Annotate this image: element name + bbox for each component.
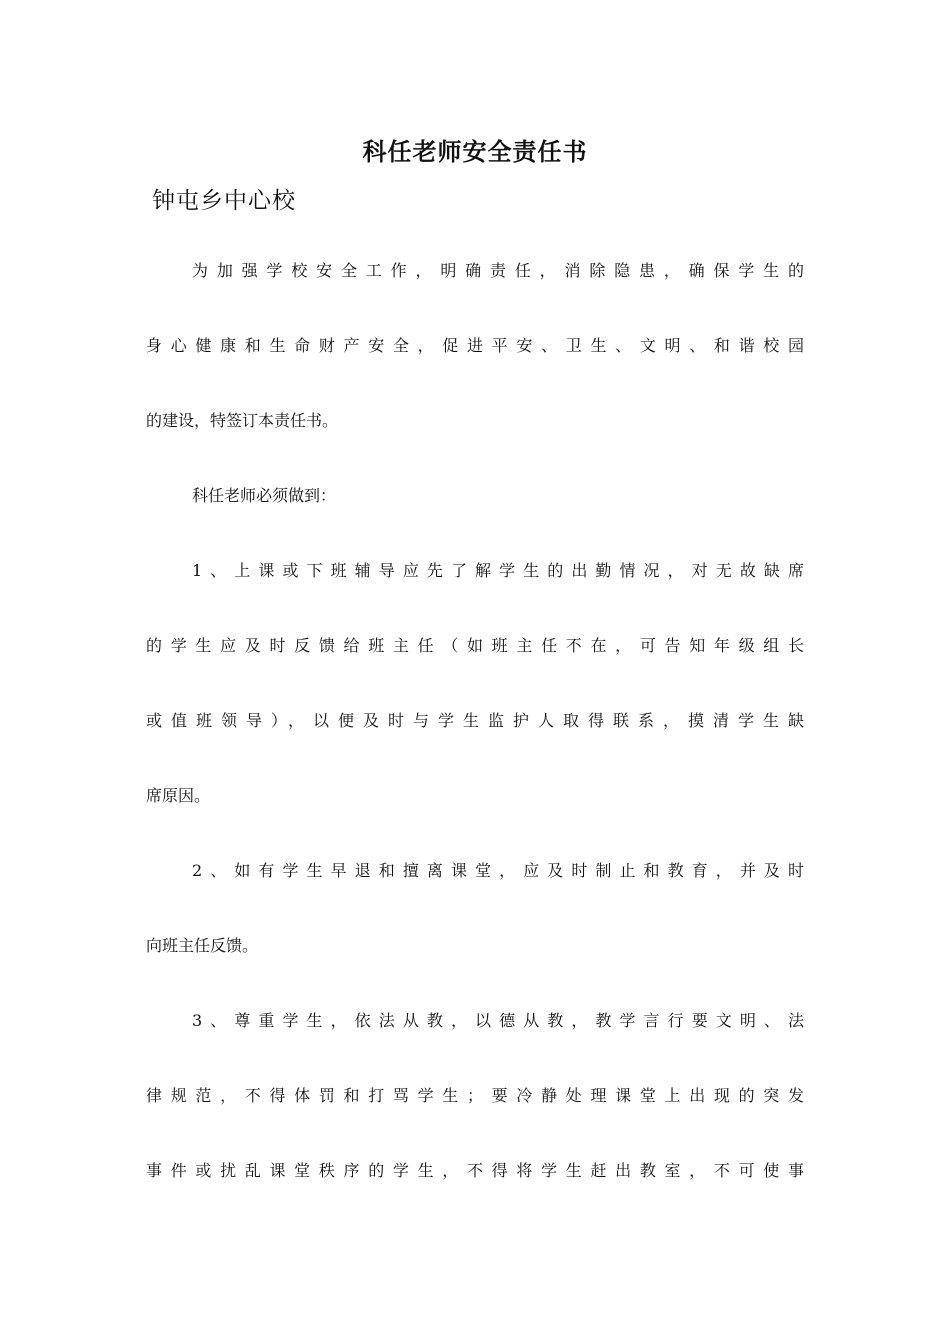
body-text-line: 3、尊重学生，依法从教，以德从教，教学言行要文明、法: [192, 1011, 804, 1030]
body-text-line: 科任老师必须做到：: [192, 486, 337, 505]
body-text-line: 或值班领导），以便及时与学生监护人取得联系，摸清学生缺: [146, 711, 804, 730]
school-name: 钟屯乡中心校: [152, 188, 296, 214]
body-text-line: 事件或扰乱课堂秩序的学生，不得将学生赶出教室，不可使事: [146, 1161, 804, 1180]
body-text-line: 2、如有学生早退和擅离课堂，应及时制止和教育，并及时: [192, 861, 804, 880]
body-text-line: 的学生应及时反馈给班主任（如班主任不在，可告知年级组长: [146, 636, 804, 655]
body-text-line: 身心健康和生命财产安全，促进平安、卫生、文明、和谐校园: [146, 336, 804, 355]
body-text-line: 1、上课或下班辅导应先了解学生的出勤情况，对无故缺席: [192, 561, 804, 580]
body-text-line: 律规范，不得体罚和打骂学生；要冷静处理课堂上出现的突发: [146, 1086, 804, 1105]
body-text-line: 席原因。: [146, 786, 211, 805]
body-text-line: 为加强学校安全工作，明确责任，消除隐患，确保学生的: [192, 261, 804, 280]
document-body: [146, 258, 804, 1233]
body-text-line: 的建设，特签订本责任书。: [146, 411, 339, 430]
body-text-line: 向班主任反馈。: [146, 936, 259, 955]
document-title: 科任老师安全责任书: [362, 137, 588, 166]
